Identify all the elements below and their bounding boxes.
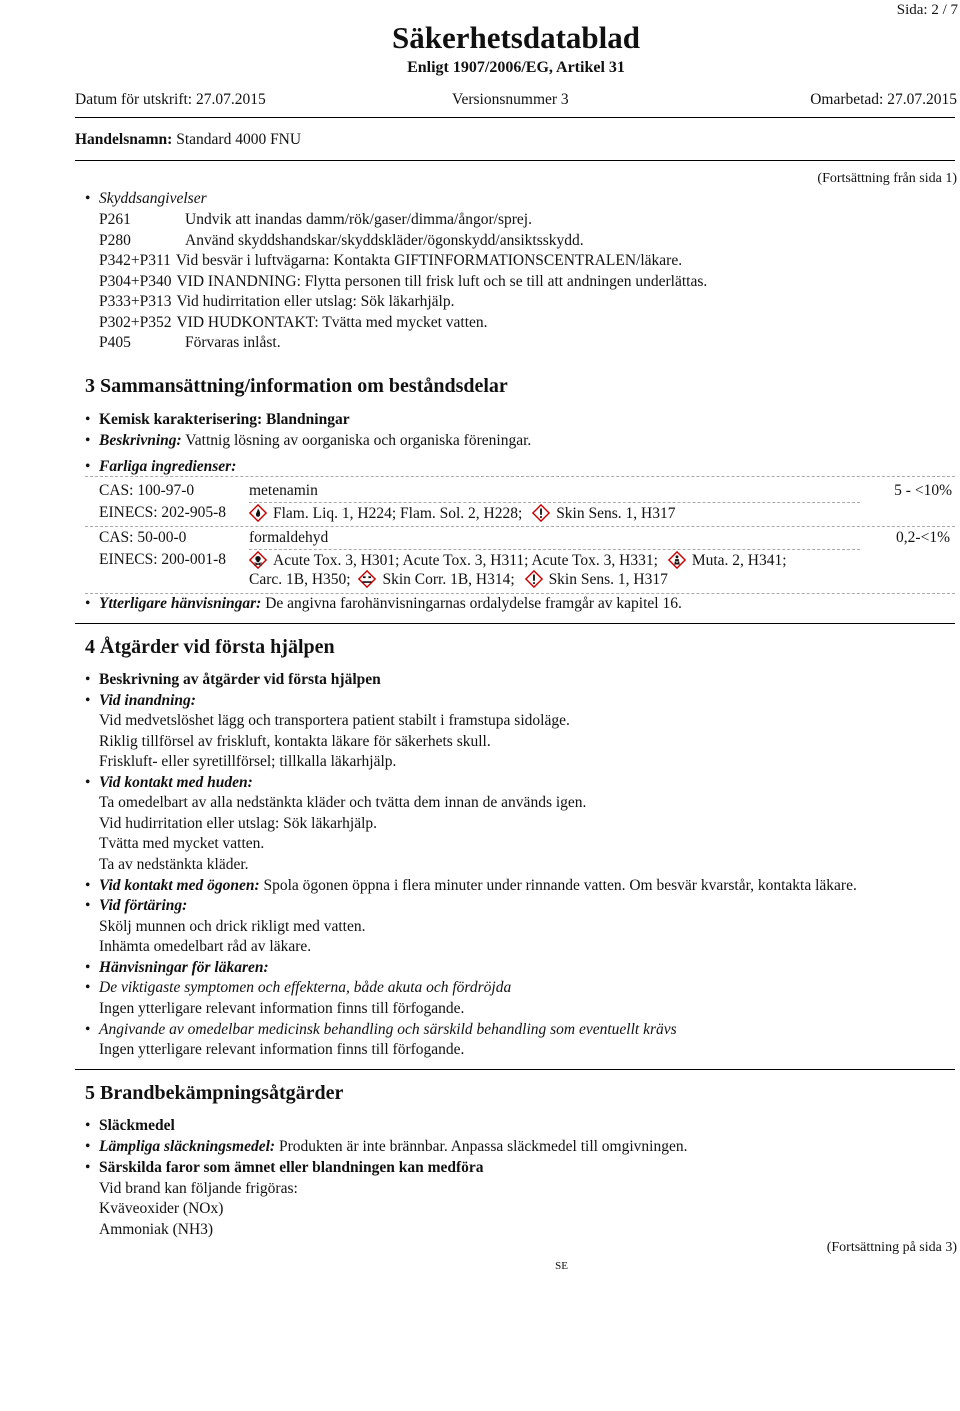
symptoms-value: Ingen ytterligare relevant information finns till förfogande. <box>99 1000 465 1017</box>
ingredient-hazards: Acute Tox. 3, H301; Acute Tox. 3, H311; Acute Tox. 3, H331; Muta. 2, H341; <box>249 551 787 570</box>
precaution-code: P304+P340 <box>99 273 172 290</box>
precaution-code: P302+P352 <box>99 314 172 331</box>
continued-from: (Fortsättning från sida 1) <box>817 171 957 186</box>
skin-line: Ta omedelbart av alla nedstänkta kläder och tvätta dem innan de används igen. <box>99 794 587 811</box>
precaution-code: P280 <box>99 232 131 249</box>
precaution-code: P261 <box>99 211 131 228</box>
inhalation-line: Riklig tillförsel av friskluft, kontakta läkare för säkerhets skull. <box>99 733 491 750</box>
row-divider <box>249 549 860 550</box>
physician-heading: • Hänvisningar för läkaren: <box>85 959 269 976</box>
precaution-text: VID HUDKONTAKT: Tvätta med mycket vatten. <box>176 314 488 331</box>
chemical-characterization: • Kemisk karakterisering: Blandningar <box>85 411 350 428</box>
row-divider <box>249 502 860 503</box>
ingestion-line: Inhämta omedelbart råd av läkare. <box>99 938 312 955</box>
inhalation-line: Vid medvetslöshet lägg och transportera patient stabilt i framstupa sidoläge. <box>99 712 570 729</box>
precaution-statement <box>99 333 281 353</box>
corrosion-icon <box>358 570 376 588</box>
trade-name: Handelsnamn: Standard 4000 FNU <box>75 131 302 148</box>
precaution-statement <box>99 251 682 271</box>
precautions-heading: • Skyddsangivelser <box>85 190 207 207</box>
document-title: Säkerhetsdatablad <box>391 20 641 55</box>
skull-icon <box>249 551 267 569</box>
precaution-statement <box>99 231 584 251</box>
document-subtitle: Enligt 1907/2006/EG, Artikel 31 <box>407 59 625 76</box>
special-hazards-line: Ammoniak (NH3) <box>99 1221 214 1238</box>
ingredient-name: formaldehyd <box>249 529 329 546</box>
trade-divider <box>75 160 955 161</box>
precaution-text: VID INANDNING: Flytta personen till frisk luft och se till att andningen underlättas. <box>176 273 708 290</box>
ingestion-heading: • Vid förtäring: <box>85 897 188 914</box>
section5-heading: 5 Brandbekämpningsåtgärder <box>85 1082 344 1104</box>
inhalation-heading: • Vid inandning: <box>85 692 196 709</box>
country-code: SE <box>555 1260 568 1272</box>
precaution-statement <box>99 292 455 312</box>
section-divider <box>75 623 955 624</box>
ingredient-cas: CAS: 100-97-0 <box>99 482 195 499</box>
skin-heading: • Vid kontakt med huden: <box>85 774 253 791</box>
precaution-text: Vid besvär i luftvägarna: Kontakta GIFTINFORMATIONSCENTRALEN/läkare. <box>175 252 683 269</box>
ingredient-hazards: Flam. Liq. 1, H224; Flam. Sol. 2, H228; Skin Sens. 1, H317 <box>249 504 675 523</box>
revision-date: Omarbetad: 27.07.2015 <box>810 91 957 108</box>
treatment-heading: • Angivande av omedelbar medicinsk behandling och särskild behandling som eventuellt krävs <box>85 1021 677 1038</box>
ingredient-concentration: 0,2-<1% <box>896 529 950 546</box>
special-hazards-heading: • Särskilda faror som ämnet eller blandningen kan medföra <box>85 1159 484 1176</box>
continued-to: (Fortsättning på sida 3) <box>826 1240 957 1255</box>
precaution-code: P405 <box>99 334 131 351</box>
precaution-statement <box>99 313 488 333</box>
health-hazard-icon <box>668 551 686 569</box>
special-hazards-line: Kväveoxider (NOx) <box>99 1200 224 1217</box>
flame-icon <box>249 504 267 522</box>
version-number: Versionsnummer 3 <box>452 91 569 108</box>
precaution-text: Vid hudirritation eller utslag: Sök läkarhjälp. <box>176 293 455 310</box>
skin-line: Vid hudirritation eller utslag: Sök läkarhjälp. <box>99 815 378 832</box>
header-divider <box>75 117 955 118</box>
precaution-text: Använd skyddshandskar/skyddskläder/ögonskydd/ansiktsskydd. <box>185 232 584 249</box>
first-aid-description: • Beskrivning av åtgärder vid första hjälpen <box>85 671 381 688</box>
section3-heading: 3 Sammansättning/information om beståndsdelar <box>85 375 508 397</box>
eyes-line: • Vid kontakt med ögonen: Spola ögonen öppna i flera minuter under rinnande vatten. Om besvär kvarstår, kontakta läkare. <box>85 877 857 894</box>
hazardous-ingredients-heading: • Farliga ingredienser: <box>85 458 237 475</box>
exclamation-icon <box>525 570 543 588</box>
ingredient-einecs: EINECS: 200-001-8 <box>99 551 227 568</box>
section-divider <box>75 1069 955 1070</box>
ingredient-cas: CAS: 50-00-0 <box>99 529 187 546</box>
skin-line: Tvätta med mycket vatten. <box>99 835 265 852</box>
ingredient-concentration: 5 - <10% <box>894 482 952 499</box>
suitable-media: • Lämpliga släckningsmedel: Produkten är inte brännbar. Anpassa släckmedel till omgivningen. <box>85 1138 688 1155</box>
section4-heading: 4 Åtgärder vid första hjälpen <box>85 636 335 658</box>
further-information: • Ytterligare hänvisningar: De angivna farohänvisningarnas ordalydelse framgår av kapitel 16. <box>85 595 682 612</box>
symptoms-heading: • De viktigaste symptomen och effekterna, både akuta och fördröjda <box>85 979 512 996</box>
exclamation-icon <box>532 504 550 522</box>
precaution-statement <box>99 272 707 292</box>
precaution-code: P342+P311 <box>99 252 171 269</box>
precaution-code: P333+P313 <box>99 293 172 310</box>
skin-line: Ta av nedstänkta kläder. <box>99 856 249 873</box>
treatment-value: Ingen ytterligare relevant information finns till förfogande. <box>99 1041 465 1058</box>
precaution-statement <box>99 210 532 230</box>
ingredient-einecs: EINECS: 202-905-8 <box>99 504 227 521</box>
precaution-text: Undvik att inandas damm/rök/gaser/dimma/ångor/sprej. <box>185 211 532 228</box>
ingestion-line: Skölj munnen och drick rikligt med vatten. <box>99 918 366 935</box>
page-number: Sida: 2 / 7 <box>896 2 958 18</box>
description: • Beskrivning: Vattnig lösning av oorganiska och organiska föreningar. <box>85 432 532 449</box>
special-hazards-line: Vid brand kan följande frigöras: <box>99 1180 298 1197</box>
row-divider <box>85 526 955 527</box>
ingredient-hazards-continued: Carc. 1B, H350; Skin Corr. 1B, H314; Skin Sens. 1, H317 <box>249 571 668 588</box>
print-date: Datum för utskrift: 27.07.2015 <box>75 91 266 108</box>
extinguishing-media: • Släckmedel <box>85 1117 175 1134</box>
table-top-divider <box>85 476 955 477</box>
precaution-text: Förvaras inlåst. <box>185 334 281 351</box>
ingredient-name: metenamin <box>249 482 318 499</box>
inhalation-line: Friskluft- eller syretillförsel; tillkalla läkarhjälp. <box>99 753 397 770</box>
